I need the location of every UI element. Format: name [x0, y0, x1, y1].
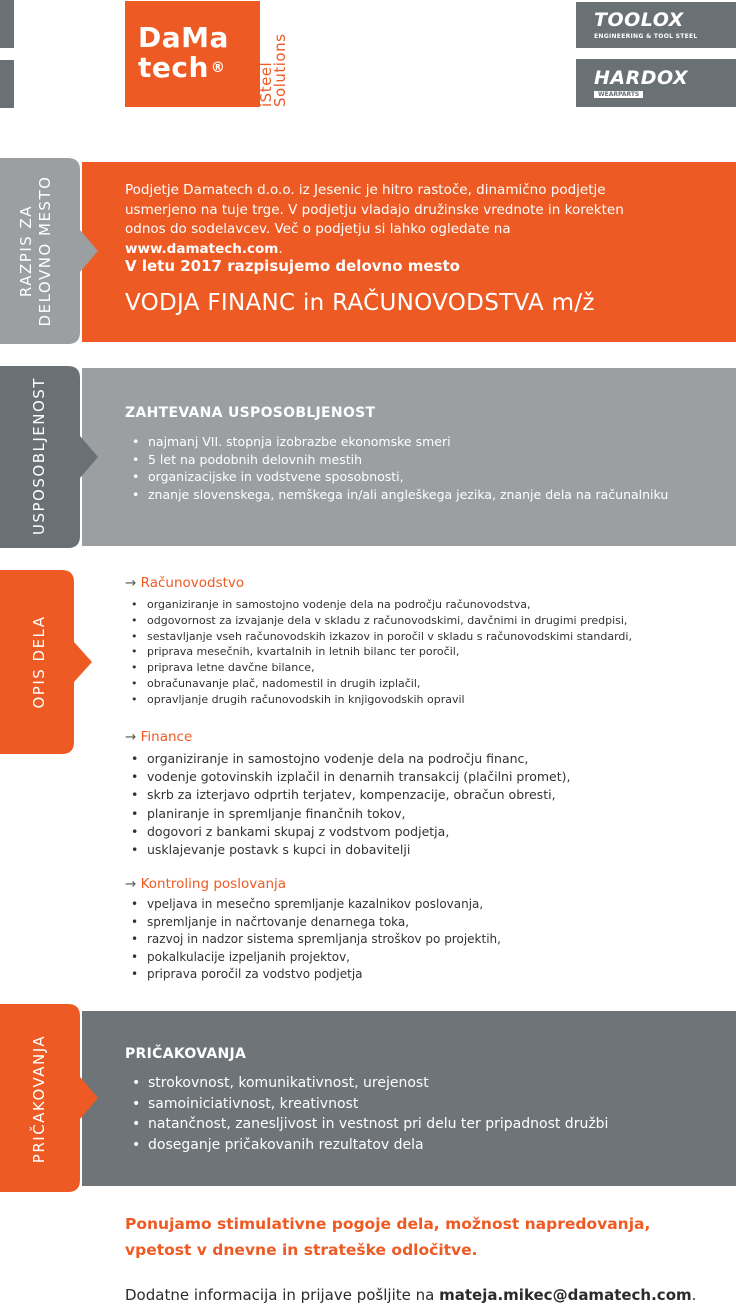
list-item: • priprava poročil za vodstvo podjetja: [127, 966, 687, 984]
contact-line: [125, 1286, 696, 1304]
contact-period: .: [691, 1286, 697, 1304]
section-title: Računovodstvo: [140, 575, 245, 591]
tab-usposobljenost: [0, 366, 100, 548]
list-item: • priprava letne davčne bilance,: [127, 660, 687, 676]
tab-label-line: DELOVNO MESTO: [36, 175, 54, 327]
damatech-logo: [125, 1, 260, 107]
finance-list: [127, 750, 687, 859]
logo-tagline: [259, 1, 287, 107]
year-line: V letu 2017 razpisujemo delovno mesto: [125, 257, 460, 275]
intro-period: .: [278, 240, 283, 257]
list-item: • razvoj in nadzor sistema spremljanja stroškov po projektih,: [127, 931, 687, 949]
toolox-logo: [576, 2, 736, 48]
arrow-icon: →: [125, 876, 137, 892]
list-item: • vpeljava in mesečno spremljanje kazalnikov poslovanja,: [127, 896, 687, 914]
expectations-title: PRIČAKOVANJA: [125, 1046, 247, 1062]
contact-text: Dodatne informacija in prijave pošljite na: [125, 1286, 440, 1304]
logo-text: tech: [138, 51, 209, 84]
section-title: Finance: [140, 729, 193, 745]
tab-label: USPOSOBLJENOST: [30, 377, 48, 535]
tab-label: PRIČAKOVANJA: [30, 1034, 48, 1164]
tagline-line: iSteel: [257, 61, 275, 107]
position-title: VODJA FINANC in RAČUNOVODSTVA m/ž: [125, 290, 595, 316]
list-item: • opravljanje drugih računovodskih in knjigovodskih opravil: [127, 692, 687, 708]
list-item: • najmanj VII. stopnja izobrazbe ekonomske smeri: [128, 433, 688, 451]
logo-text: Da: [138, 21, 182, 54]
top-strip: [0, 60, 14, 108]
intro-text: [125, 181, 665, 259]
arrow-icon: →: [125, 729, 137, 745]
arrow-icon: →: [125, 575, 137, 591]
brand-name: TOOLOX: [594, 9, 684, 31]
list-item: • organizacijske in vodstvene sposobnosti,: [128, 468, 688, 486]
kontroling-list: [127, 896, 687, 984]
list-item: • natančnost, zanesljivost in vestnost pri delu ter pripadnost družbi: [128, 1114, 688, 1135]
tab-shape: [0, 570, 100, 754]
tab-shape: [0, 366, 100, 548]
registered-mark: ®: [210, 60, 226, 76]
email-link[interactable]: mateja.mikec@damatech.com: [439, 1286, 692, 1304]
list-item: • usklajevanje postavk s kupci in dobavitelji: [127, 841, 687, 859]
section-heading-kontroling: [125, 876, 286, 892]
list-item: • odgovornost za izvajanje dela v skladu z računovodskimi, davčnimi in drugimi predpisi,: [127, 613, 687, 629]
list-item: • doseganje pričakovanih rezultatov dela: [128, 1135, 688, 1156]
section-heading-racunovodstvo: [125, 575, 244, 591]
tab-shape: [0, 1004, 100, 1192]
list-item: • sestavljanje vseh računovodskih izkazov in poročil v skladu s računovodskimi standardi,: [127, 629, 687, 645]
list-item: • strokovnost, komunikativnost, urejenost: [128, 1073, 688, 1094]
list-item: • znanje slovenskega, nemškega in/ali angleškega jezika, znanje dela na računalniku: [128, 486, 688, 504]
intro-paragraph: Podjetje Damatech d.o.o. iz Jesenic je hitro rastoče, dinamično podjetje usmerjeno na tuje trge. V podjetju vladajo družinske vrednote in korekten odnos do sodelavcev. Več o podjetju si lahko ogledate na: [125, 182, 624, 237]
list-item: • spremljanje in načrtovanje denarnega toka,: [127, 914, 687, 932]
brand-subtitle: ENGINEERING & TOOL STEEL: [594, 33, 698, 40]
offer-text: Ponujamo stimulativne pogoje dela, možnost napredovanja, vpetost v dnevne in strateške odločitve.: [125, 1215, 651, 1259]
tab-label: [17, 172, 55, 330]
website-link[interactable]: www.damatech.com: [125, 240, 279, 257]
tab-pricakovanja: [0, 1004, 100, 1192]
hardox-logo: [576, 59, 736, 107]
list-item: • priprava mesečnih, kvartalnih in letnih bilanc ter poročil,: [127, 644, 687, 660]
requirements-list: [128, 433, 688, 503]
list-item: • dogovori z bankami skupaj z vodstvom podjetja,: [127, 823, 687, 841]
list-item: • vodenje gotovinskih izplačil in denarnih transakcij (plačilni promet),: [127, 768, 687, 786]
expectations-list: [128, 1073, 688, 1155]
brand-name: HARDOX: [594, 67, 689, 89]
racunovodstvo-list: [127, 597, 687, 708]
list-item: • samoiniciativnost, kreativnost: [128, 1094, 688, 1115]
section-title: Kontroling poslovanja: [140, 876, 287, 892]
list-item: • skrb za izterjavo odprtih terjatev, kompenzacije, obračun obresti,: [127, 786, 687, 804]
list-item: • obračunavanje plač, nadomestil in drugih izplačil,: [127, 676, 687, 692]
list-item: • planiranje in spremljanje finančnih tokov,: [127, 805, 687, 823]
requirements-title: ZAHTEVANA USPOSOBLJENOST: [125, 405, 376, 421]
tab-opis-dela: [0, 570, 100, 754]
top-strip: [0, 0, 14, 48]
list-item: • 5 let na podobnih delovnih mestih: [128, 451, 688, 469]
list-item: • pokalkulacije izpeljanih projektov,: [127, 949, 687, 967]
tagline-line: Solutions: [271, 33, 289, 107]
tab-label: OPIS DELA: [30, 615, 48, 709]
logo-text: Ma: [181, 21, 229, 54]
section-heading-finance: [125, 729, 192, 745]
list-item: • organiziranje in samostojno vodenje dela na področju financ,: [127, 750, 687, 768]
brand-subtitle: WEARPARTS: [594, 91, 643, 98]
list-item: • organiziranje in samostojno vodenje dela na področju računovodstva,: [127, 597, 687, 613]
tab-label-line: RAZPIS ZA: [17, 204, 35, 298]
tab-razpis: [0, 158, 100, 344]
